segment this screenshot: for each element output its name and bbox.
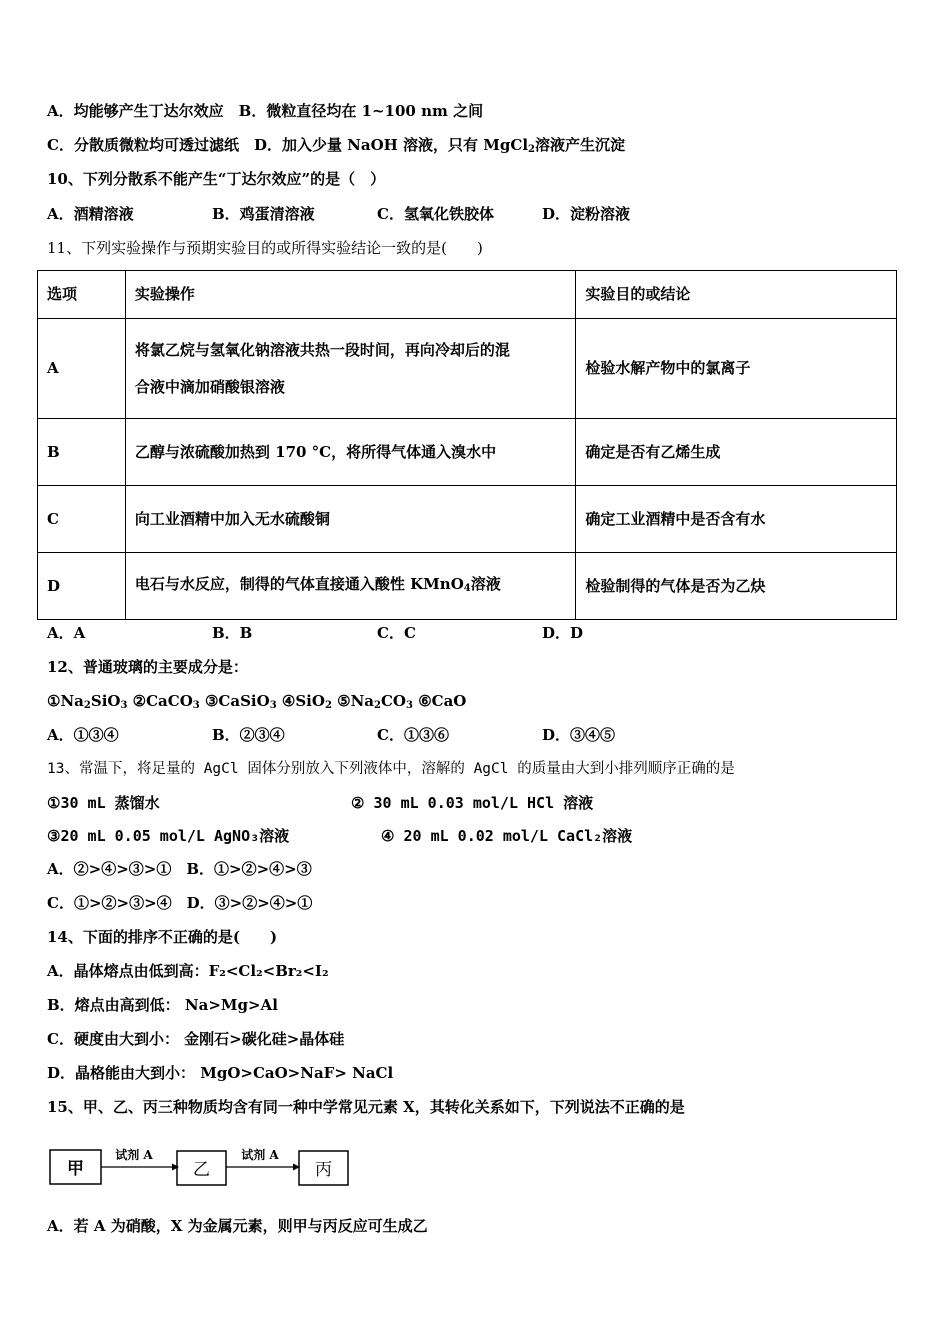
row-key: A (38, 319, 126, 419)
q13-item-4: ④ 20 mL 0.02 mol/L CaCl₂溶液 (381, 827, 633, 845)
row-result: 确定工业酒精中是否含有水 (576, 486, 897, 553)
q12-option-d: D．③④⑤ (542, 726, 616, 744)
q15-option-a: A．若 A 为硝酸，X 为金属元素，则甲与丙反应可生成乙 (47, 1217, 428, 1235)
header-option: 选项 (38, 271, 126, 319)
q10-option-b: B．鸡蛋清溶液 (212, 205, 315, 223)
q13-item-3: ③20 mL 0.05 mol/L AgNO₃溶液 (47, 827, 290, 845)
arrow-1-head (172, 1164, 179, 1171)
row-operation: 向工业酒精中加入无水硫酸铜 (125, 486, 575, 553)
q12-option-c: C．①③⑥ (377, 726, 449, 744)
box-bing-label: 丙 (315, 1160, 332, 1180)
reagent-label-1: 试剂 A (115, 1148, 153, 1162)
q15-stem: 15、甲、乙、丙三种物质均含有同一种中学常见元素 X，其转化关系如下，下列说法不正确的是 (47, 1098, 685, 1116)
header-operation: 实验操作 (125, 271, 575, 319)
q11-option-b: B．B (212, 624, 253, 642)
q12-items: $①Na_2SiO_3$ ②CaCO$_3$ ③CaSiO$_3$ ④SiO$_2$ $⑤Na_2CO_3$ ⑥CaO (47, 692, 467, 711)
row-key: C (38, 486, 126, 553)
row-operation: 电石与水反应，制得的气体直接通入酸性 KMnO$_4$溶液 (125, 553, 575, 620)
q14-option-d: D．晶格能由大到小： MgO>CaO>NaF> NaCl (47, 1064, 394, 1082)
table-row (38, 319, 897, 419)
row-operation: 乙醇与浓硫酸加热到 170 °C，将所得气体通入溴水中 (125, 419, 575, 486)
q14-option-c: C．硬度由大到小： 金刚石>碳化硅>晶体硅 (47, 1030, 345, 1048)
q13-item-2: ② 30 mL 0.03 mol/L HCl 溶液 (351, 794, 594, 812)
q11-table (37, 270, 897, 620)
q13-options-line1: A．②>④>③>① B．①>②>④>③ (47, 860, 312, 878)
row-result: 确定是否有乙烯生成 (576, 419, 897, 486)
row-result: 检验制得的气体是否为乙炔 (576, 553, 897, 620)
q14-option-b: B．熔点由高到低： Na>Mg>Al (47, 996, 278, 1014)
box-yi-label: 乙 (193, 1160, 210, 1180)
q12-option-a: A．①③④ (47, 726, 119, 744)
box-jia-label: 甲 (67, 1159, 84, 1179)
q13-options-line2: C．①>②>③>④ D．③>②>④>① (47, 894, 313, 912)
row-result: 检验水解产物中的氯离子 (576, 319, 897, 419)
q14-stem: 14、下面的排序不正确的是( ) (47, 928, 278, 946)
table-row (38, 419, 897, 486)
q10-option-c: C．氢氧化铁胶体 (377, 205, 494, 223)
q13-item-1: ①30 mL 蒸馏水 (47, 794, 160, 812)
q9-options-line1: A．均能够产生丁达尔效应 B．微粒直径均在 1~100 nm 之间 (47, 102, 484, 120)
q9-options-line2: C．分散质微粒均可透过滤纸 D．加入少量 NaOH 溶液，只有 MgCl$_2$溶液产生沉淀 (47, 136, 625, 155)
row-key: B (38, 419, 126, 486)
q10-option-a: A．酒精溶液 (47, 205, 134, 223)
reagent-label-2: 试剂 A (241, 1148, 279, 1162)
q10-stem: 10、下列分散系不能产生“丁达尔效应”的是（ ） (47, 170, 386, 188)
q11-option-c: C．C (377, 624, 416, 642)
q12-stem: 12、普通玻璃的主要成分是： (47, 658, 248, 676)
q11-stem: 11、下列实验操作与预期实验目的或所得实验结论一致的是( ) (47, 239, 483, 257)
q15-conversion-diagram (48, 1143, 358, 1191)
q10-option-d: D．淀粉溶液 (542, 205, 631, 223)
table-header-row (38, 271, 897, 319)
table-row (38, 486, 897, 553)
q11-option-d: D．D (542, 624, 584, 642)
table-row (38, 553, 897, 620)
row-key: D (38, 553, 126, 620)
q12-option-b: B．②③④ (212, 726, 285, 744)
q14-option-a: A．晶体熔点由低到高：F₂<Cl₂<Br₂<I₂ (47, 962, 329, 980)
q11-option-a: A．A (47, 624, 86, 642)
header-result: 实验目的或结论 (576, 271, 897, 319)
row-operation: 将氯乙烷与氢氧化钠溶液共热一段时间，再向冷却后的混 合液中滴加硝酸银溶液 (125, 319, 575, 419)
q13-stem: 13、常温下，将足量的 AgCl 固体分别放入下列液体中，溶解的 AgCl 的质量由大到小排列顺序正确的是 (47, 761, 735, 777)
